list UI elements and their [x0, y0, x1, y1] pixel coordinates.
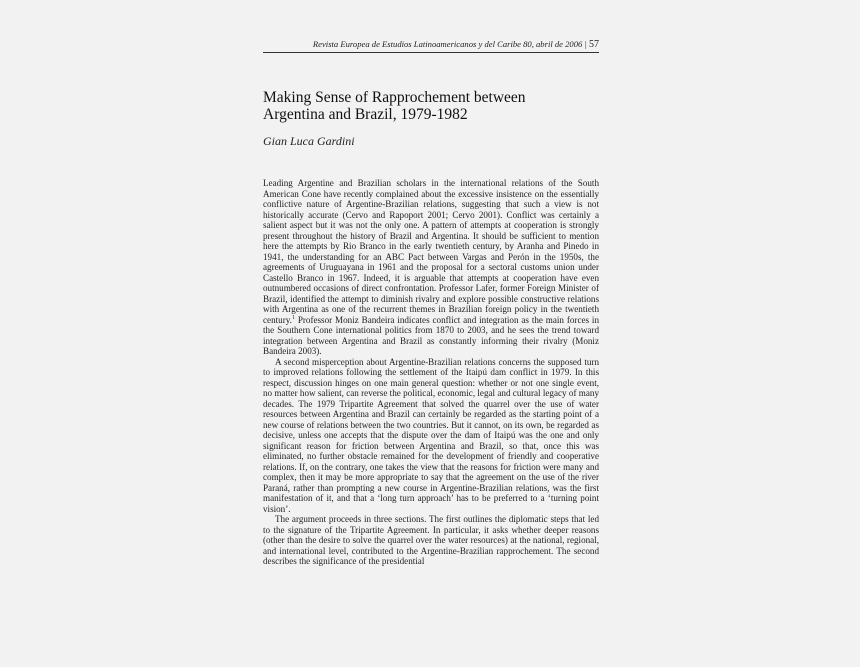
paragraph-3: The argument proceeds in three sections. The first outlines the diplomatic steps that led to the signature of the Tripartite Agreement. In particular, it asks whether deeper reasons (other than the desire to solve the quarrel over the water resources) at the national, regional, and international level, contributed to the Argentine-Brazilian rapprochement. The second describes the significance of the presidential [263, 514, 599, 566]
header-rule [263, 52, 599, 53]
paragraph-2: A second misperception about Argentine-Brazilian relations concerns the supposed turn to improved relations following the settlement of the Itaipú dam conflict in 1979. In this respect, discussion hinges on one main general question: whether or not one single event, no matter how salient, can reverse the political, economic, legal and cultural legacy of many decades. The 1979 Tripartite Agreement that solved the quarrel over the use of water resources between Argentina and Brazil can certainly be regarded as the starting point of a new course of relations between the two countries. But it cannot, on its own, be regarded as decisive, unless one accepts that the dispute over the dam of Itaipú was the one and only significant reason for friction between Argentina and Brazil, so that, once this was eliminated, no further obstacle remained for the development of friendly and cooperative relations. If, on the contrary, one takes the view that the reasons for friction were many and complex, then it may be more appropriate to say that the agreement on the use of the river Paraná, rather than prompting a new course in Argentine-Brazilian relations, was the first manifestation of it, and that a ‘long turn approach’ has to be preferred to a ‘turning point vision’. [263, 356, 599, 514]
footnote-marker[interactable]: 1 [291, 314, 295, 321]
title-line-1: Making Sense of Rapprochement between [263, 89, 526, 106]
article-title [263, 89, 603, 123]
paragraph-1-part-a: Leading Argentine and Brazilian scholars in the international relations of the South American Cone have recently complained about the excessive insistence on the essentially conflictive nature of Argentine-Brazilian relations, suggesting that such a view is not historically accurate (Cervo and Rapoport 2001; Cervo 2001). Conflict was certainly a salient aspect but it was not the only one. A pattern of attempts at cooperation is strongly present throughout the history of Brazil and Argentina. It should be sufficient to mention here the attempts by Rio Branco in the early twentieth century, by Aranha and Pinedo in 1941, the understanding for an ABC Pact between Vargas and Perón in the 1950s, the agreements of Uruguayana in 1961 and the proposal for a sectoral customs union under Castello Branco in 1967. Indeed, it is arguable that attempts at cooperation have even outnumbered occasions of direct confrontation. Professor Lafer, former Foreign Minister of Brazil, identified the attempt to diminish rivalry and explore possible constructive relations with Argentina as one of the recurrent themes in Brazilian foreign policy in the twentieth century. [263, 178, 599, 325]
paragraph-1-part-b: Professor Moniz Bandeira indicates conflict and integration as the main forces in the Southern Cone international politics from 1870 to 2003, and he sees the trend toward integration between Argentina and Brazil as constantly informing their rivalry (Moniz Bandeira 2003). [263, 314, 599, 356]
running-head-text: Revista Europea de Estudios Latinoamericanos y del Caribe 80, abril de 2006 | [312, 39, 587, 49]
article-body [263, 178, 599, 567]
title-line-2: Argentina and Brazil, 1979-1982 [263, 106, 468, 123]
author-name: Gian Luca Gardini [263, 134, 355, 148]
page-number: 57 [589, 39, 599, 50]
paragraph-1 [263, 178, 599, 357]
running-head [263, 38, 599, 51]
